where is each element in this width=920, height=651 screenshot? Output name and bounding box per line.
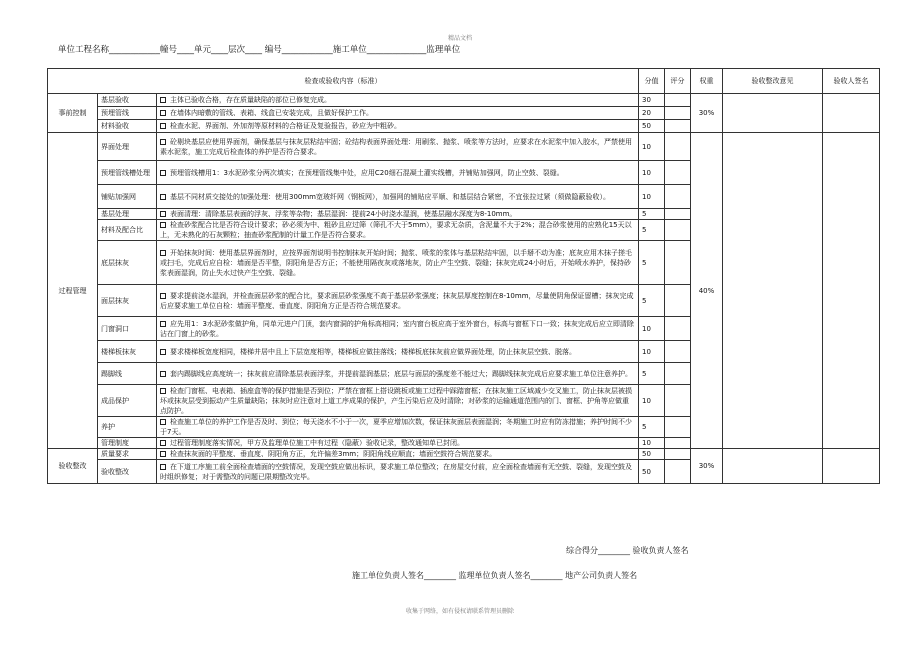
item-cell: 基层处理 xyxy=(98,209,157,220)
rating-cell[interactable] xyxy=(665,241,691,285)
content-cell xyxy=(157,185,639,209)
score-cell: 10 xyxy=(639,133,665,161)
content-cell xyxy=(157,449,639,460)
item-cell: 管理制度 xyxy=(98,438,157,449)
inspection-table xyxy=(47,68,880,484)
content-cell xyxy=(157,133,639,161)
col-header-content: 检查或验收内容（标准） xyxy=(48,69,639,94)
rating-cell[interactable] xyxy=(665,317,691,341)
checkbox[interactable] xyxy=(160,194,166,200)
item-cell: 底层抹灰 xyxy=(98,241,157,285)
score-cell: 5 xyxy=(639,285,665,317)
content-text: 在下道工序施工前全面检查墙面的空鼓情况，发现空鼓应做出标识，要求施工单位整改；在房屋交付前，应全面检查墙面有无空鼓、裂缝，发现空鼓及时组织修复；对于需整改的问题已限期整改完毕。 xyxy=(160,462,632,481)
score-cell: 5 xyxy=(639,220,665,241)
score-cell: 5 xyxy=(639,363,665,385)
col-header-weight: 权重 xyxy=(691,69,723,94)
content-cell xyxy=(157,417,639,438)
score-cell: 20 xyxy=(639,107,665,120)
top-note: 精品文档 xyxy=(447,35,472,42)
content-cell xyxy=(157,209,639,220)
content-text: 检查抹灰面的平整度、垂直度、阴阳角方正，允许偏差3mm；阴阳角线应顺直；墙面空鼓符合规范要求。 xyxy=(170,450,497,458)
col-header-signer: 验收人签名 xyxy=(823,69,880,94)
checkbox[interactable] xyxy=(160,170,166,176)
signer-cell[interactable] xyxy=(823,133,880,449)
rating-cell[interactable] xyxy=(665,107,691,120)
checkbox[interactable] xyxy=(160,464,166,470)
item-cell: 养护 xyxy=(98,417,157,438)
col-header-rating: 评分 xyxy=(665,69,691,94)
checkbox[interactable] xyxy=(160,293,166,299)
content-cell xyxy=(157,460,639,484)
content-text: 要求提前浇水湿润，并检查面层砂浆的配合比，要求面层砂浆强度不高于基层砂浆强度；抹灰层厚度控制在8-10mm，尽量使阴角保证留槽；抹灰完成后应要求施工单位自检：墙面平整度、垂直度、阴阳角方正是否符合规范要求。 xyxy=(160,291,634,310)
content-text: 预埋管线槽用1：3水泥砂浆分两次填实；在预埋管线集中处，应用C20细石混凝土灌实线槽，并铺贴加强网，防止空鼓、裂缝。 xyxy=(170,168,564,177)
score-cell: 10 xyxy=(639,317,665,341)
checkbox[interactable] xyxy=(160,419,166,425)
content-cell xyxy=(157,385,639,417)
checkbox[interactable] xyxy=(160,97,166,103)
stage-cell: 事前控制 xyxy=(48,94,98,133)
item-cell: 质量要求 xyxy=(98,449,157,460)
checkbox[interactable] xyxy=(160,211,166,217)
item-cell: 验收整改 xyxy=(98,460,157,484)
item-cell: 基层验收 xyxy=(98,94,157,107)
opinion-cell[interactable] xyxy=(723,133,823,449)
checkbox[interactable] xyxy=(160,250,166,256)
rating-cell[interactable] xyxy=(665,220,691,241)
stage-cell: 过程管理 xyxy=(48,133,98,449)
score-cell: 10 xyxy=(639,385,665,417)
content-cell xyxy=(157,107,639,120)
item-cell: 预埋管线槽处理 xyxy=(98,161,157,185)
item-cell: 门窗洞口 xyxy=(98,317,157,341)
content-cell xyxy=(157,94,639,107)
table-row xyxy=(48,94,880,107)
score-cell: 10 xyxy=(639,161,665,185)
content-text: 要求楼梯板宽度相同，楼梯井居中且上下层宽度相等，楼梯板应做挂落线；楼梯板底抹灰前应做界面处理，防止抹灰层空鼓、脱落。 xyxy=(170,347,576,356)
bottom-note: 收集于网络，如有侵权请联系管理员删除 xyxy=(405,608,514,615)
content-cell xyxy=(157,317,639,341)
checkbox[interactable] xyxy=(160,349,166,355)
content-text: 主体已验收合格，存在质量缺陷的部位已修复完成。 xyxy=(170,96,331,104)
checkbox[interactable] xyxy=(160,321,166,327)
checkbox[interactable] xyxy=(160,110,166,116)
table-header-row xyxy=(48,69,880,94)
checkbox[interactable] xyxy=(160,440,166,446)
checkbox[interactable] xyxy=(160,139,166,145)
project-header-line: 单位工程名称____________幢号____单元____层次____ 编号____________施工单位______________监理单位 xyxy=(58,45,461,55)
rating-cell[interactable] xyxy=(665,385,691,417)
content-cell xyxy=(157,341,639,363)
content-text: 检查施工单位的养护工作是否及时、到位；每天浇水不小于一次，夏季应增加次数，保证抹灰面层表面湿润；冬期施工时应有防冻措施；养护时间不少于7天。 xyxy=(160,418,632,436)
rating-cell[interactable] xyxy=(665,363,691,385)
score-cell: 50 xyxy=(639,449,665,460)
content-text: 表面清理：清除基层表面的浮灰、浮浆等杂物；基层湿润：提前24小时浇水湿润，使基层融水深度为8-10mm。 xyxy=(170,210,517,218)
rating-cell[interactable] xyxy=(665,438,691,449)
score-cell: 50 xyxy=(639,120,665,133)
weight-cell: 30% xyxy=(691,449,723,484)
item-cell: 界面处理 xyxy=(98,133,157,161)
score-cell: 5 xyxy=(639,241,665,285)
content-cell xyxy=(157,438,639,449)
footer-line-1: 综合得分________ 验收负责人签名 xyxy=(566,546,689,555)
item-cell: 材料及配合比 xyxy=(98,220,157,241)
stage-cell: 验收整改 xyxy=(48,449,98,484)
score-cell: 10 xyxy=(639,185,665,209)
checkbox[interactable] xyxy=(160,371,166,377)
checkbox[interactable] xyxy=(160,222,166,228)
item-cell: 材料验收 xyxy=(98,120,157,133)
rating-cell[interactable] xyxy=(665,133,691,161)
table-row xyxy=(48,133,880,161)
signer-cell[interactable] xyxy=(823,94,880,133)
item-cell: 楼梯板抹灰 xyxy=(98,341,157,363)
item-cell: 成品保护 xyxy=(98,385,157,417)
rating-cell[interactable] xyxy=(665,460,691,484)
col-header-opinion: 验收整改意见 xyxy=(723,69,823,94)
item-cell: 踢脚线 xyxy=(98,363,157,385)
score-cell: 50 xyxy=(639,460,665,484)
weight-cell: 40% xyxy=(691,133,723,449)
content-text: 在墙体内暗敷的管线、表箱、线盒已安装完成，且做好保护工作。 xyxy=(170,109,373,117)
rating-cell[interactable] xyxy=(665,120,691,133)
content-text: 套内踢脚线应高度统一；抹灰前应清除基层表面浮浆，并提前湿润基层；底层与面层的强度差不能过大；踢脚线抹灰完成后应要求施工单位注意养护。 xyxy=(170,369,632,378)
table-row xyxy=(48,449,880,460)
score-cell: 10 xyxy=(639,341,665,363)
content-text: 检查水泥、界面剂、外加剂等原材料的合格证及复验报告，砂应为中粗砂。 xyxy=(170,122,401,130)
rating-cell[interactable] xyxy=(665,94,691,107)
rating-cell[interactable] xyxy=(665,449,691,460)
item-cell: 铺贴加强网 xyxy=(98,185,157,209)
content-cell xyxy=(157,285,639,317)
rating-cell[interactable] xyxy=(665,209,691,220)
content-cell xyxy=(157,241,639,285)
score-cell: 30 xyxy=(639,94,665,107)
content-text: 检查砂浆配合比是否符合设计要求；砂必须为中、粗砂且应过筛（筛孔不大于5mm），要求无杂质，含泥量不大于2%；混合砂浆使用的应熟化15天以上，无未熟化的石灰颗粒；抽查砂浆配制的计量工作是否符合要求。 xyxy=(160,221,632,239)
content-cell xyxy=(157,220,639,241)
content-text: 检查门窗框、电表箱、插座盒等的保护措施是否到位；严禁在窗框上搭设跳板或施工过程中踩踏窗框；在抹灰施工区域减少交叉施工，防止抹灰层被损坏或抹灰层受到振动产生质量缺陷；抹灰时应注意对上道工序成果的保护，产生污染后应及时清除；对砂浆的运输通道范围内的门、窗框、护角等应做重点防护。 xyxy=(160,386,632,415)
rating-cell[interactable] xyxy=(665,417,691,438)
rating-cell[interactable] xyxy=(665,341,691,363)
rating-cell[interactable] xyxy=(665,285,691,317)
content-text: 开始抹灰时间：使用基层界面剂时，应按界面剂说明书控制抹灰开始时间；抛浆、喷浆的浆体与基层粘结牢固，以手掰不动为准；底灰应用木抹子搓毛或扫毛，完成后应自检：墙面是否平整，阴阳角是否方正；不能使用隔夜灰或落地灰，防止产生空鼓、裂缝；抹灰完成24小时后，开始喷水养护，保持砂浆表面湿润，防止失水过快产生空鼓、裂缝。 xyxy=(160,248,632,277)
content-text: 应先用1：3水泥砂浆做护角，同单元进户门顶，套内窗洞的护角标高相同；室内窗台板应高于室外窗台，标高与窗框下口一致；抹灰完成后应立即清除沾在门窗上的砂浆。 xyxy=(160,319,634,338)
content-text: 基层不同材质交接处的加强处理：使用300mm宽玻纤网（钢板网），加强网的铺贴应平顺、和基层结合紧密，不宜张拉过紧（须做隐蔽验收）。 xyxy=(170,192,610,201)
opinion-cell[interactable] xyxy=(723,94,823,133)
content-text: 过程管理制度落实情况，甲方及监理单位施工中有过程（隐蔽）验收记录，整改通知单已封闭。 xyxy=(170,439,464,447)
content-cell xyxy=(157,120,639,133)
content-cell xyxy=(157,363,639,385)
col-header-score: 分值 xyxy=(639,69,665,94)
rating-cell[interactable] xyxy=(665,185,691,209)
footer-line-2: 施工单位负责人签名________ 监理单位负责人签名________ 地产公司负责人签名 xyxy=(352,571,638,580)
score-cell: 10 xyxy=(639,438,665,449)
checkbox[interactable] xyxy=(160,451,166,457)
opinion-cell[interactable] xyxy=(723,449,823,484)
content-cell xyxy=(157,161,639,185)
score-cell: 5 xyxy=(639,209,665,220)
rating-cell[interactable] xyxy=(665,161,691,185)
item-cell: 预埋管线 xyxy=(98,107,157,120)
item-cell: 面层抹灰 xyxy=(98,285,157,317)
signer-cell[interactable] xyxy=(823,449,880,484)
checkbox[interactable] xyxy=(160,388,166,394)
content-text: 砼剔块基层应使用界面剂，确保基层与抹灰层粘结牢固；砼结构表面界面处理：用刷浆、抛浆、喷浆等方法时，应要求在水泥浆中加入胶水，严禁使用素水泥浆，施工完成后检查体的养护是否符合要求。 xyxy=(160,137,632,156)
score-cell: 5 xyxy=(639,417,665,438)
checkbox[interactable] xyxy=(160,123,166,129)
weight-cell: 30% xyxy=(691,94,723,133)
